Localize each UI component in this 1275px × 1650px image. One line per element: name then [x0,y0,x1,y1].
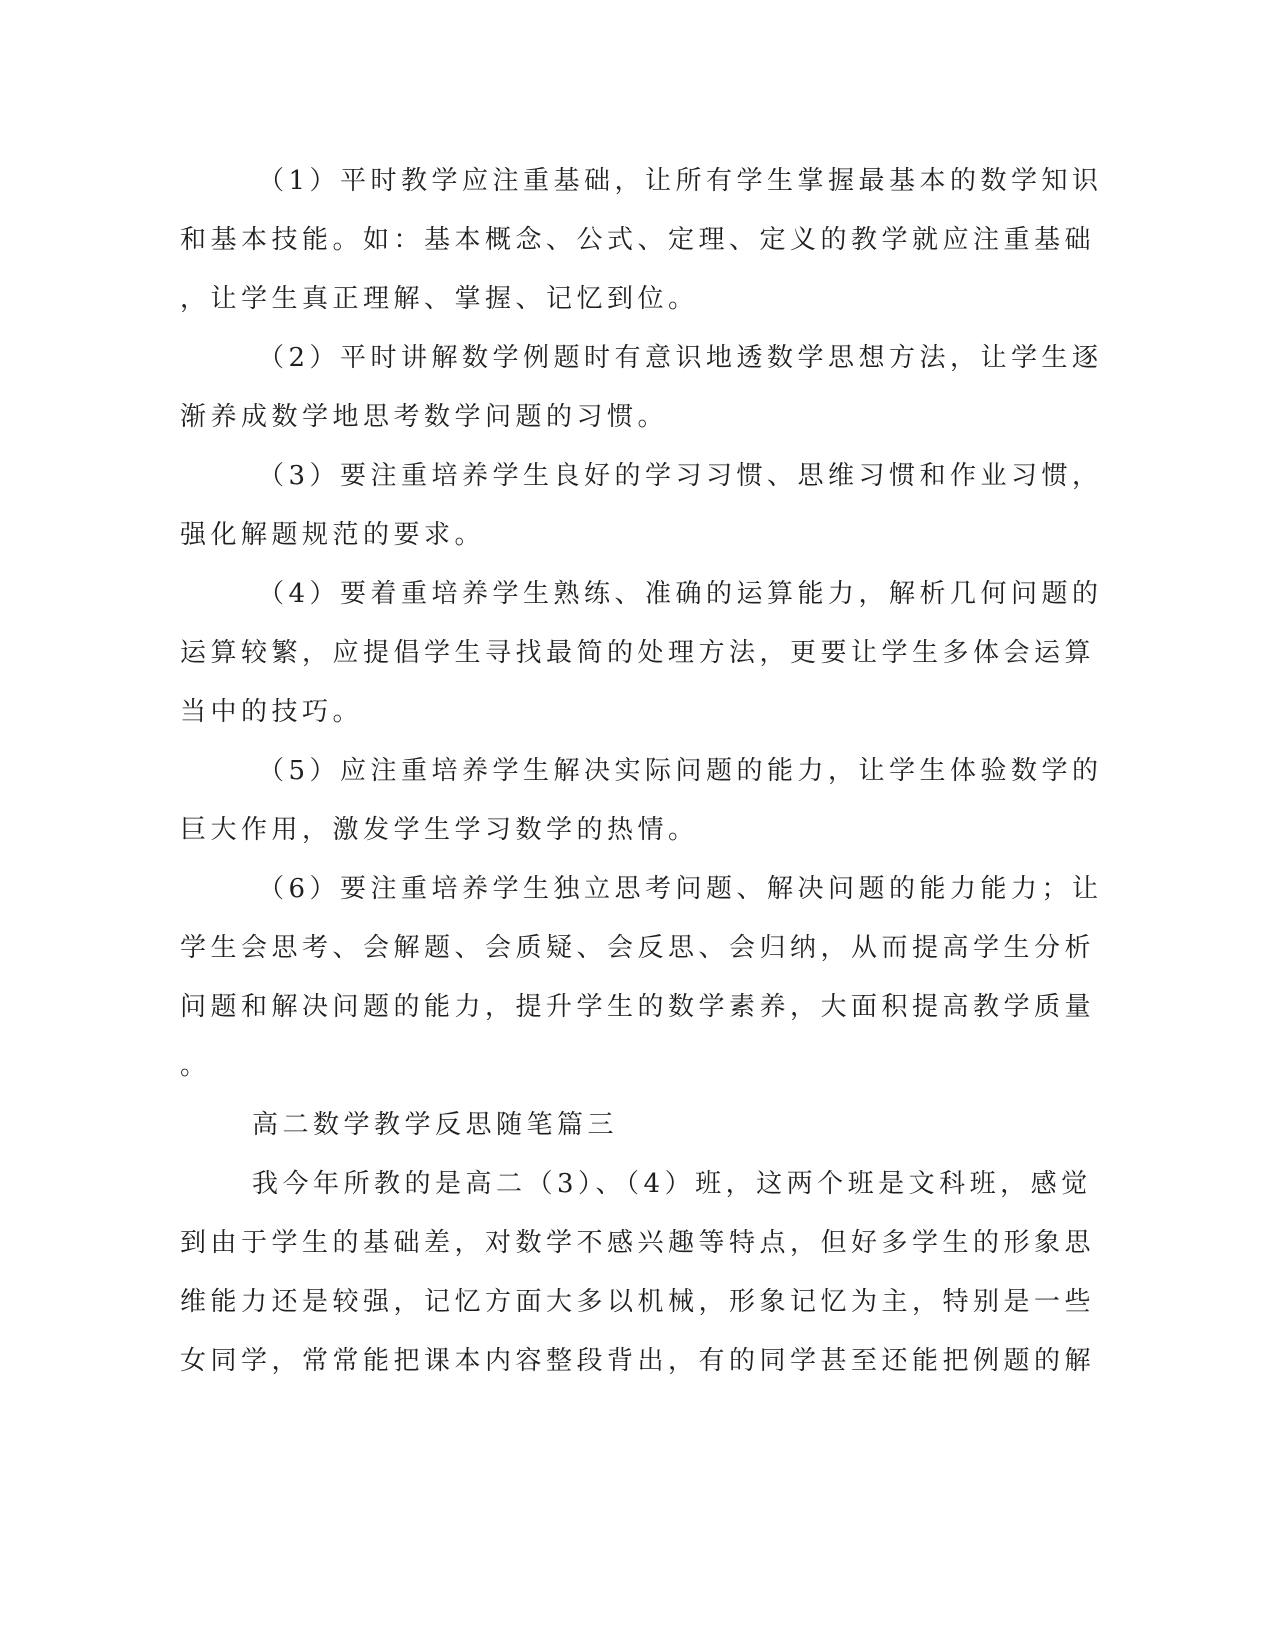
line-text: 运算较繁，应提倡学生寻找最简的处理方法，更要让学生多体会运算 [180,638,1096,668]
line-text: 到由于学生的基础差，对数学不感兴趣等特点，但好多学生的形象思 [180,1228,1096,1258]
text-line [0,692,1275,732]
text-line [0,1164,1275,1204]
line-text: 女同学，常常能把课本内容整段背出，有的同学甚至还能把例题的解 [180,1346,1096,1376]
line-text: （1）平时教学应注重基础，让所有学生掌握最基本的数学知识 [258,166,1103,196]
text-line [0,220,1275,260]
line-text: 我今年所教的是高二（3）、（4）班，这两个班是文科班，感觉 [252,1169,1092,1199]
line-text: 巨大作用，激发学生学习数学的热情。 [180,815,699,845]
text-line [0,574,1275,614]
text-line [0,397,1275,437]
text-line [0,987,1275,1027]
line-text: ，让学生真正理解、掌握、记忆到位。 [180,284,699,314]
line-text: （5）应注重培养学生解决实际问题的能力，让学生体验数学的 [258,756,1103,786]
line-text: 问题和解决问题的能力，提升学生的数学素养，大面积提高教学质量 [180,992,1096,1022]
line-text: 渐养成数学地思考数学问题的习惯。 [180,402,669,432]
text-line [0,515,1275,555]
text-line [0,338,1275,378]
line-text: 当中的技巧。 [180,697,364,727]
text-line [0,1341,1275,1381]
heading-text: 高二数学教学反思随笔篇三 [252,1110,619,1140]
text-line [0,751,1275,791]
line-text: （6）要注重培养学生独立思考问题、解决问题的能力能力；让 [258,874,1103,904]
line-text: 强化解题规范的要求。 [180,520,486,550]
text-line [0,633,1275,673]
line-text: （3）要注重培养学生良好的学习习惯、思维习惯和作业习惯， [258,461,1103,491]
text-line [0,928,1275,968]
line-text: （2）平时讲解数学例题时有意识地透数学思想方法，让学生逐 [258,343,1103,373]
line-text: 和基本技能。如：基本概念、公式、定理、定义的教学就应注重基础 [180,225,1096,255]
line-text: 维能力还是较强，记忆方面大多以机械，形象记忆为主，特别是一些 [180,1287,1096,1317]
line-text: 学生会思考、会解题、会质疑、会反思、会归纳，从而提高学生分析 [180,933,1096,963]
text-line [0,1046,1275,1086]
section-heading [0,1105,1275,1145]
line-text: （4）要着重培养学生熟练、准确的运算能力，解析几何问题的 [258,579,1103,609]
text-line [0,1223,1275,1263]
text-line [0,279,1275,319]
text-line [0,161,1275,201]
text-line [0,456,1275,496]
text-line [0,1282,1275,1322]
text-line [0,810,1275,850]
line-text: 。 [180,1051,211,1081]
text-line [0,869,1275,909]
